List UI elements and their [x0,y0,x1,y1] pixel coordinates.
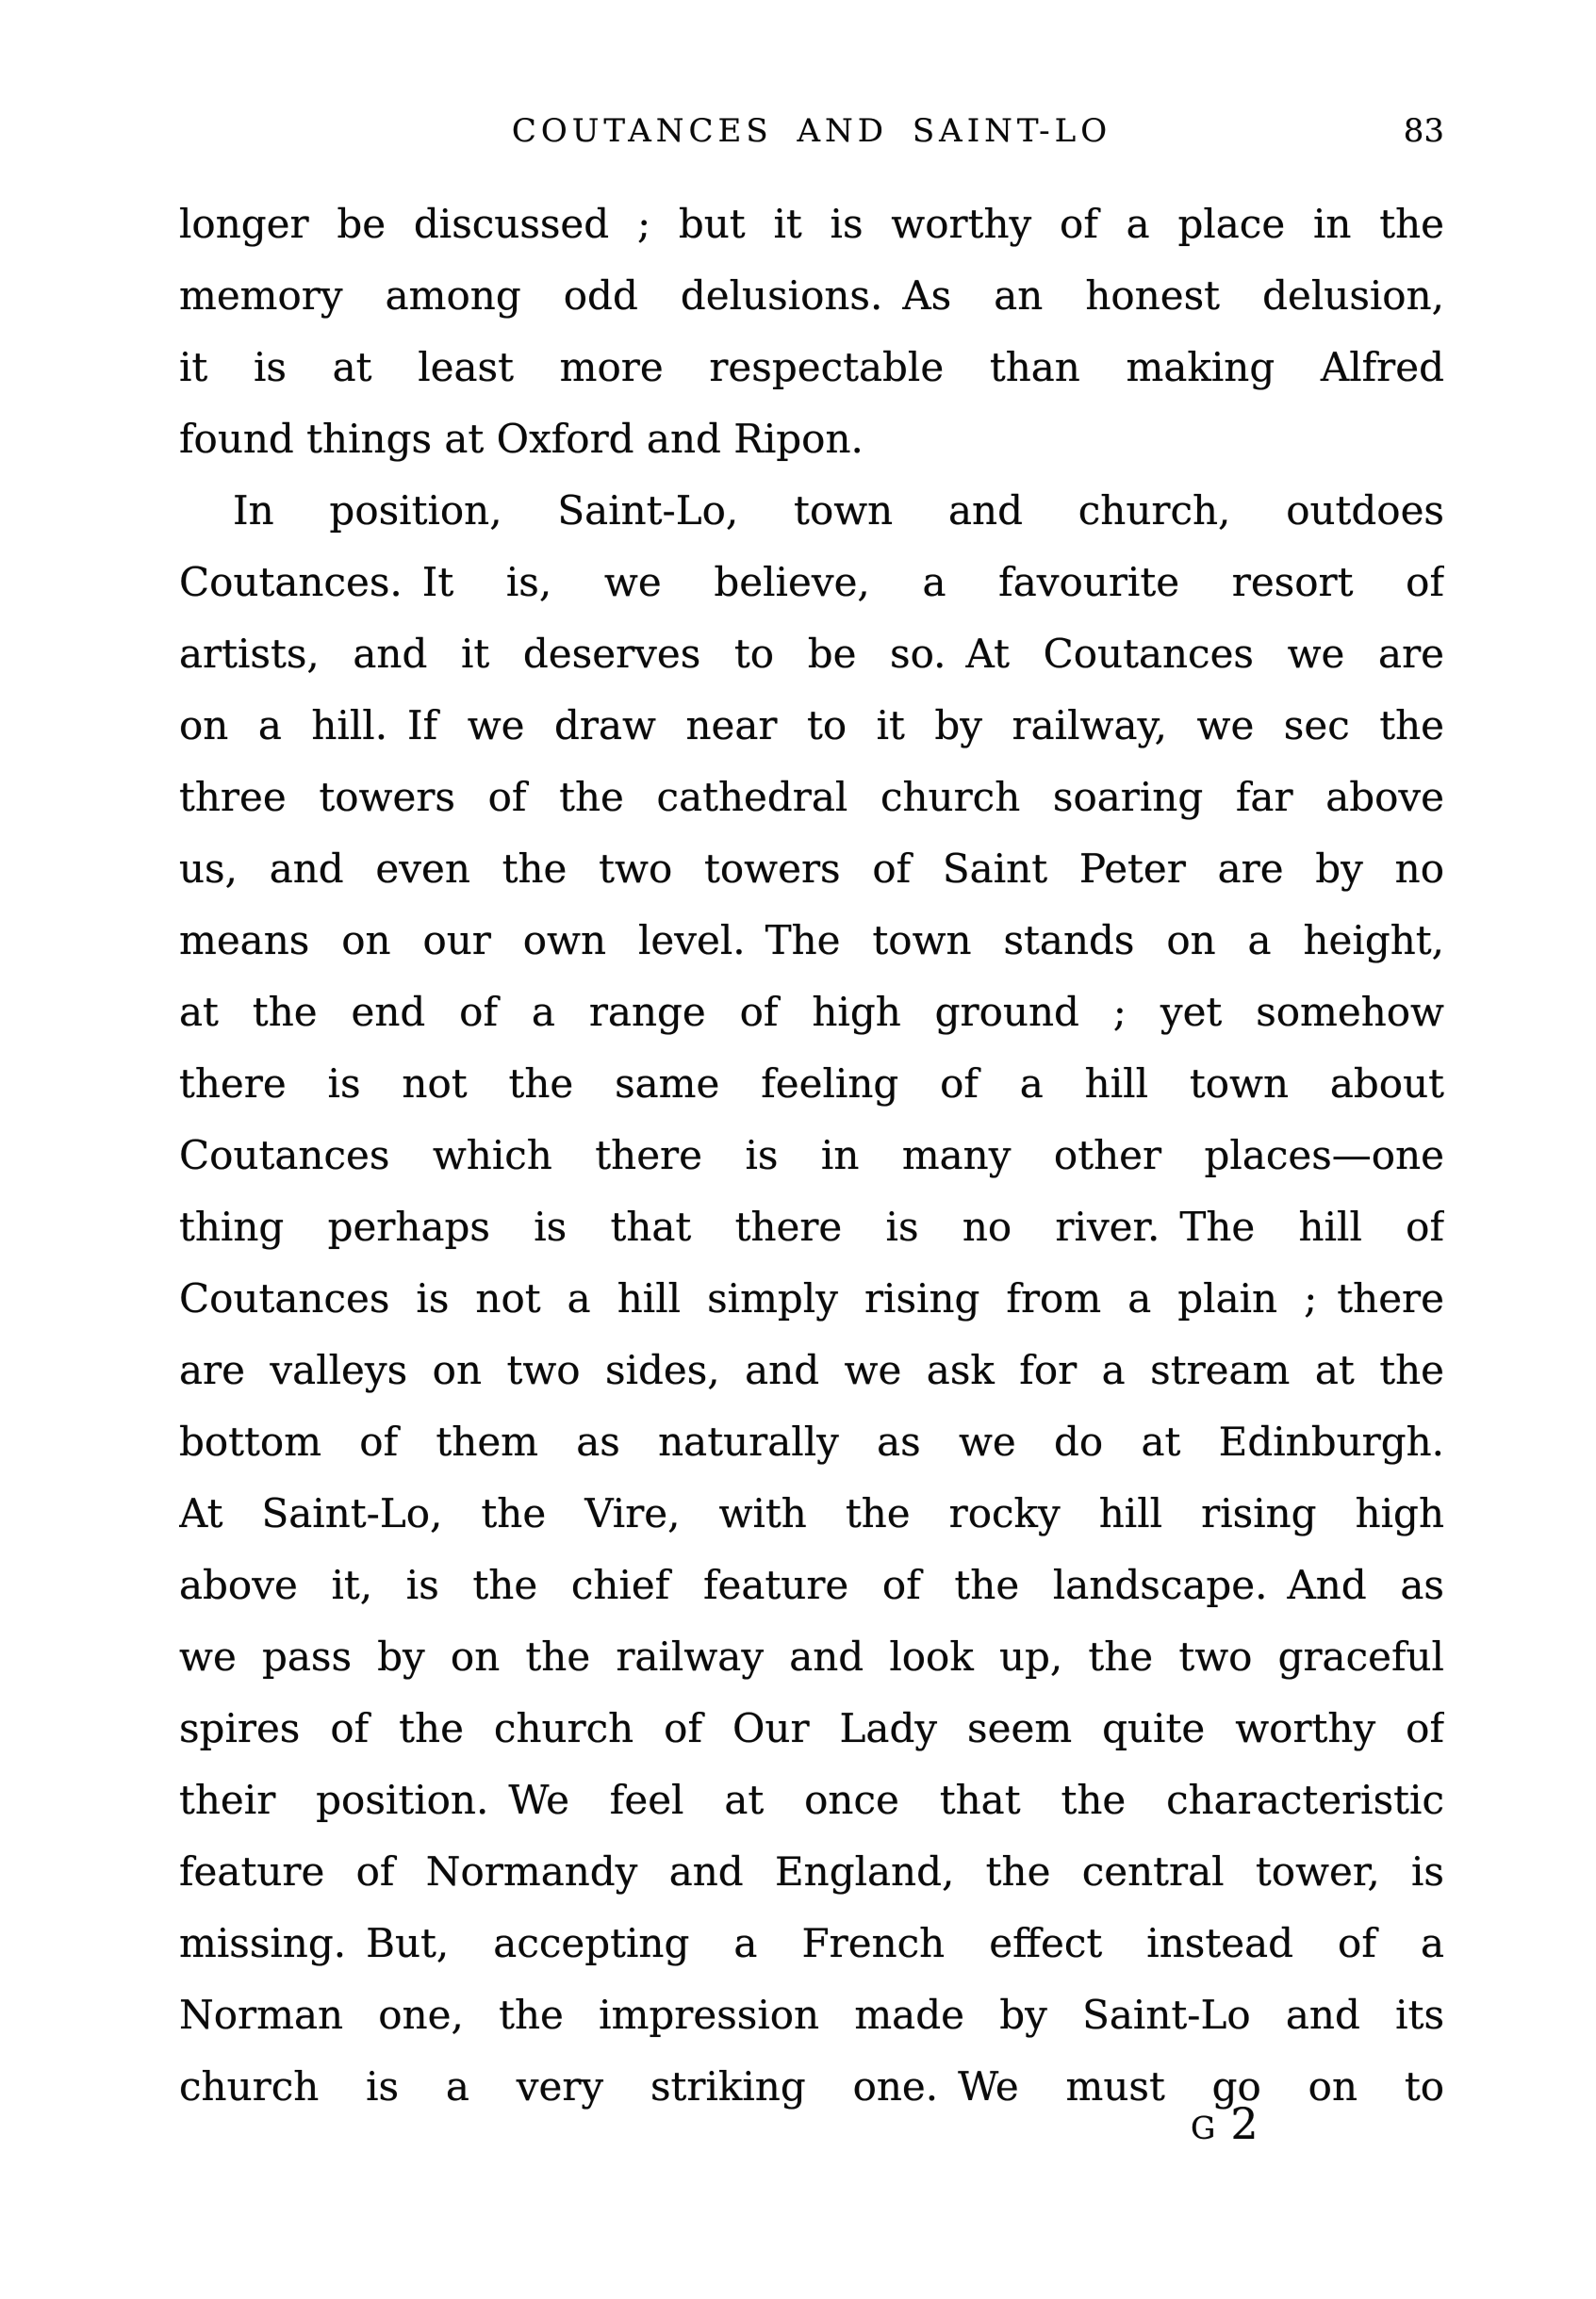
text-line: Coutances which there is in many other places—one [179,1132,1444,1178]
page-title: COUTANCES AND SAINT-LO [511,112,1112,150]
text-line: artists, and it deserves to be so. At Coutances we are [179,631,1444,677]
text-line: their position. We feel at once that the characteristic [179,1777,1444,1823]
text-line: thing perhaps is that there is no river. The hill of [179,1204,1444,1250]
text-line: at the end of a range of high ground ; yet somehow [179,989,1444,1035]
text-line: bottom of them as naturally as we do at Edinburgh. [179,1419,1444,1465]
text-line: it is at least more respectable than making Alfred [179,344,1444,390]
text-line: we pass by on the railway and look up, the two graceful [179,1634,1444,1680]
text-line: memory among odd delusions. As an honest delusion, [179,272,1444,319]
text-block [179,189,1444,2123]
text-line: At Saint-Lo, the Vire, with the rocky hill rising high [179,1490,1444,1536]
running-header [179,109,1444,153]
signature-number-2: 2 [1230,2098,1259,2149]
text-line: longer be discussed ; but it is worthy of a place in the [179,201,1444,247]
text-line: there is not the same feeling of a hill town about [179,1060,1444,1107]
text-line: missing. But, accepting a French effect instead of a [179,1920,1444,1966]
text-line: on a hill. If we draw near to it by railway, we sec the [179,702,1444,748]
text-line: church is a very striking one. We must go on to [179,2063,1444,2110]
text-line: Coutances. It is, we believe, a favourite resort of [179,559,1444,605]
text-line: us, and even the two towers of Saint Peter are by no [179,846,1444,892]
text-line: found things at Oxford and Ripon. [179,416,864,462]
text-line: are valleys on two sides, and we ask for a stream at the [179,1347,1444,1393]
text-line: Norman one, the impression made by Saint-Lo and its [179,1992,1444,2038]
text-line: In position, Saint-Lo, town and church, outdoes [233,487,1444,534]
text-line: Coutances is not a hill simply rising from a plain ; there [179,1275,1444,1322]
signature-letter-g: G [1191,2110,1216,2146]
text-line: means on our own level. The town stands on a height, [179,917,1444,963]
signature-mark [1191,2098,1259,2151]
page-number: 83 [1403,112,1444,150]
text-line: above it, is the chief feature of the landscape. And as [179,1562,1444,1608]
text-line: feature of Normandy and England, the central tower, is [179,1848,1444,1895]
text-line: three towers of the cathedral church soaring far above [179,774,1444,820]
text-line: spires of the church of Our Lady seem quite worthy of [179,1705,1444,1751]
